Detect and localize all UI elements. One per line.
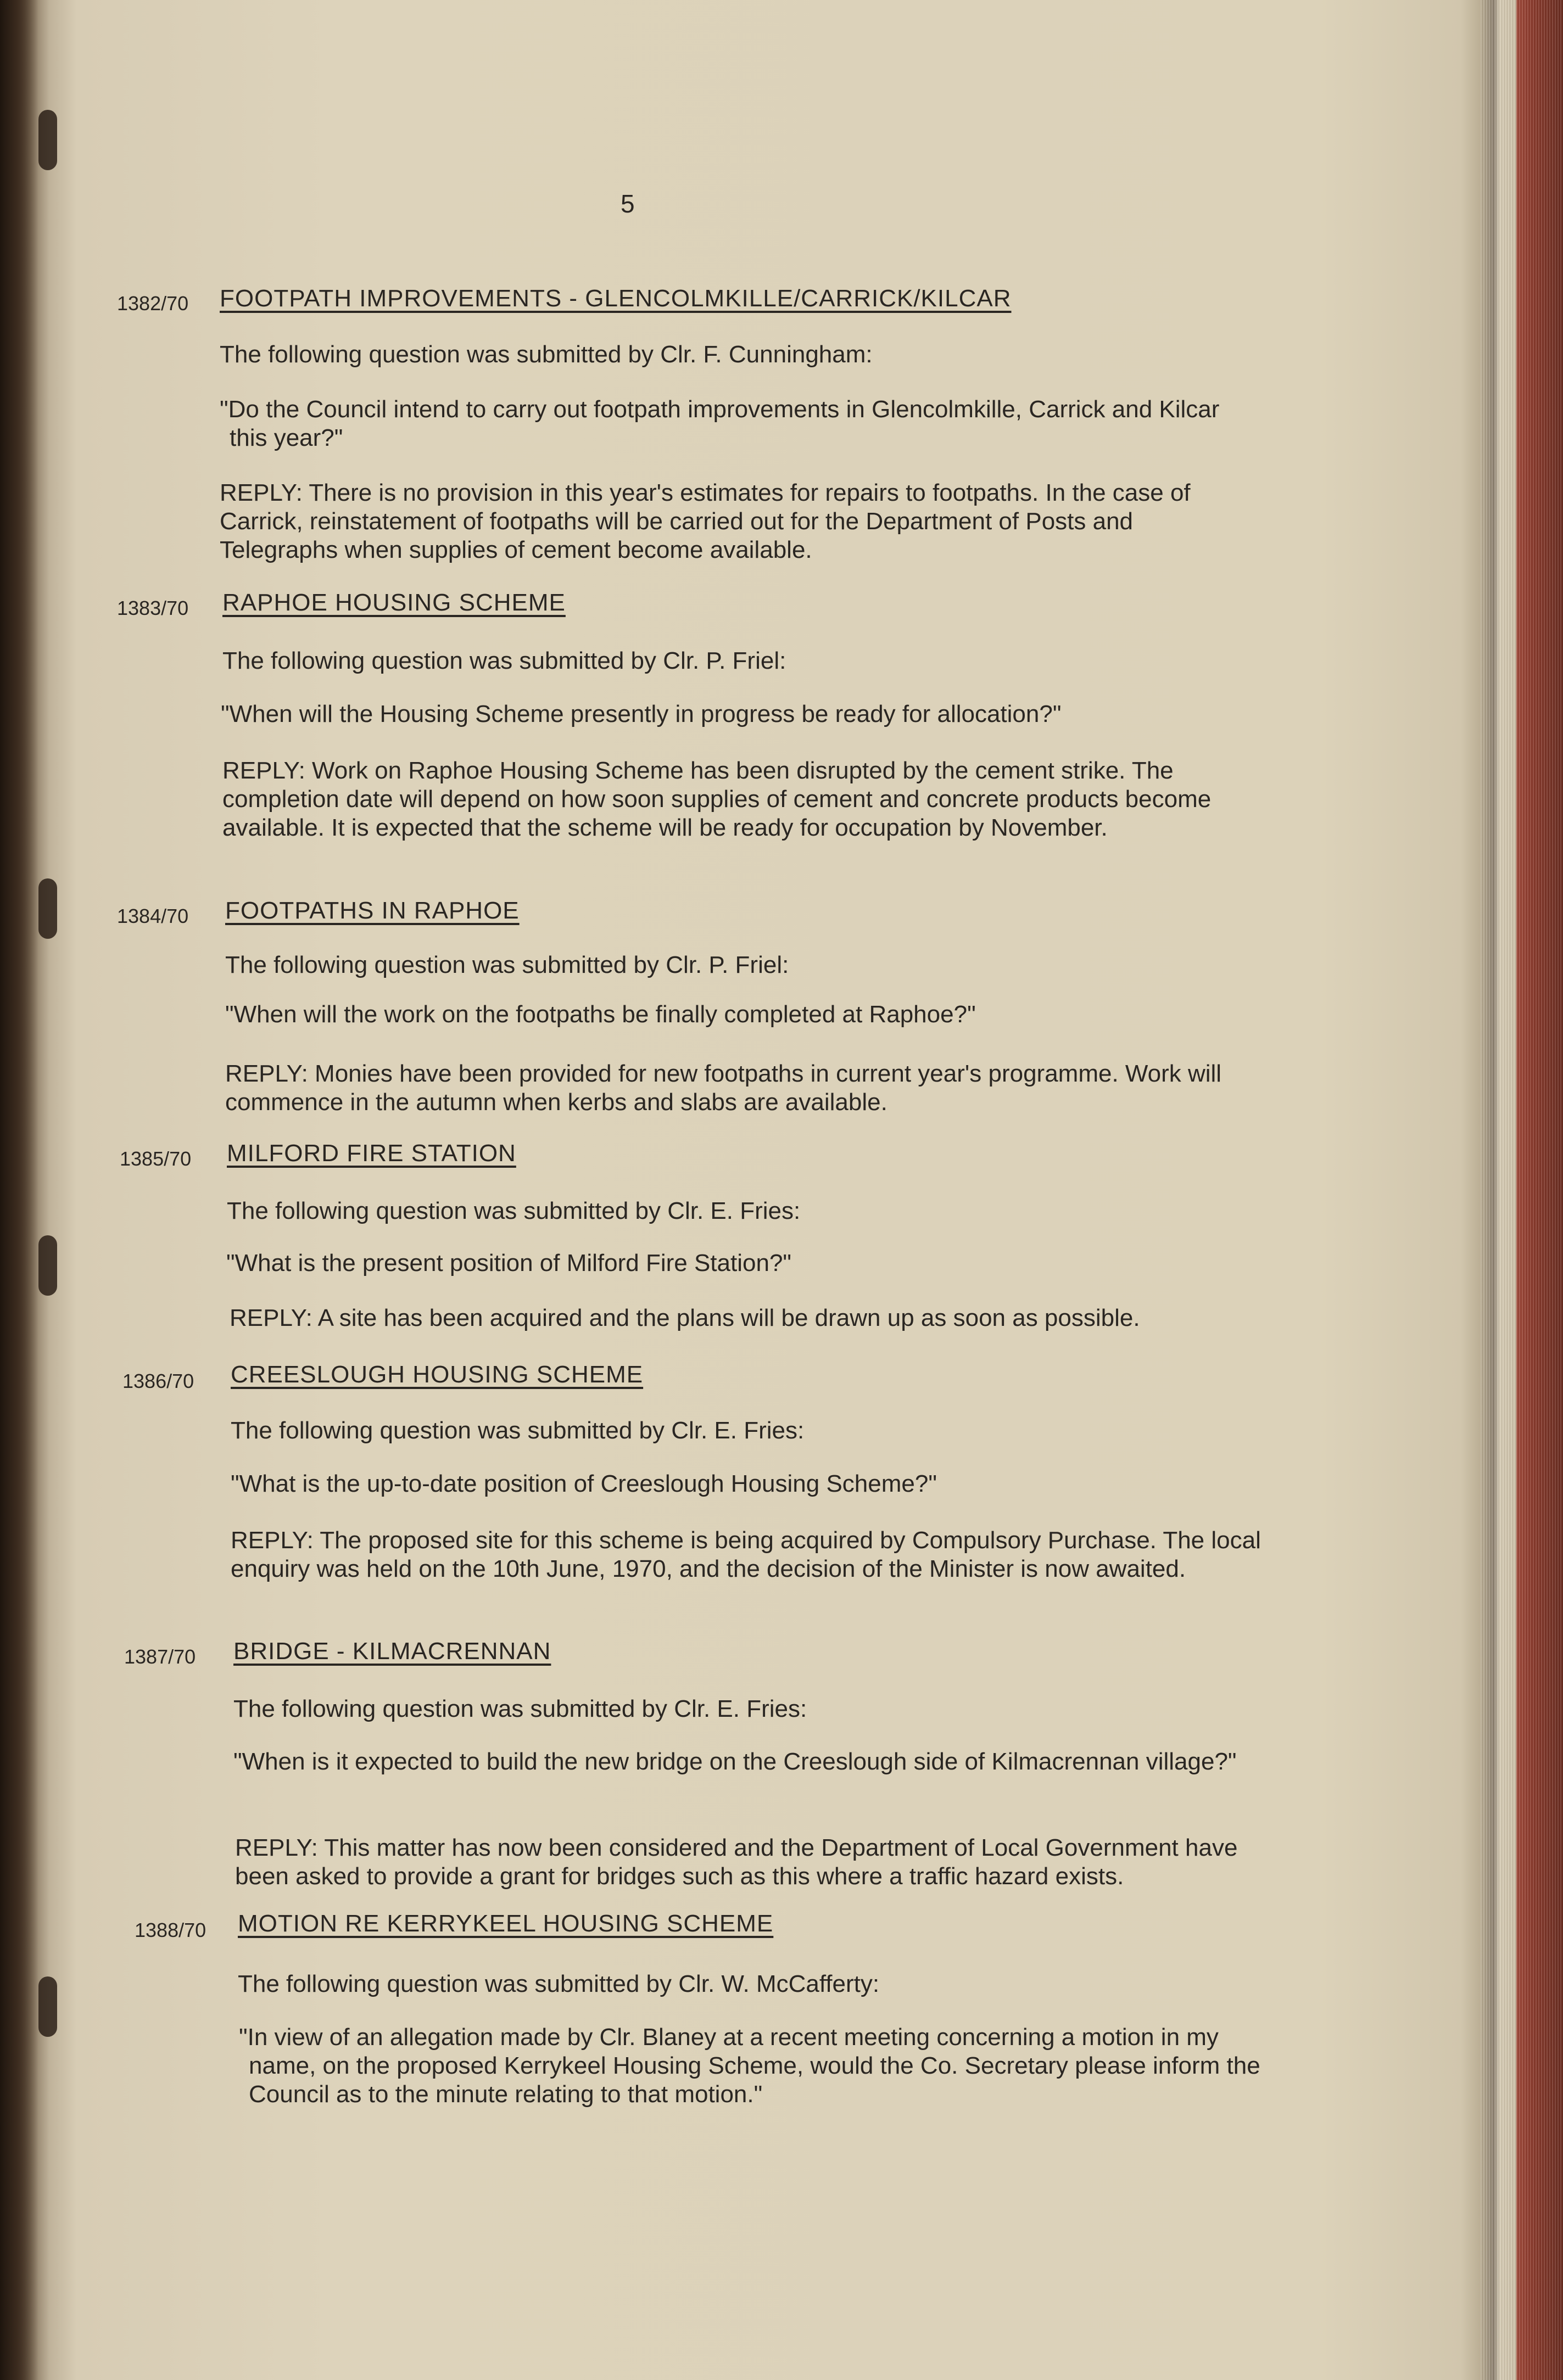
item-title: MOTION RE KERRYKEEL HOUSING SCHEME: [238, 1910, 774, 1937]
item-number: 1387/70: [124, 1645, 196, 1668]
item-intro: The following question was submitted by Clr. P. Friel:: [222, 647, 786, 674]
item-number: 1385/70: [120, 1147, 192, 1170]
page-number: 5: [621, 189, 635, 218]
item-reply: REPLY: Monies have been provided for new footpaths in current year's programme. Work will commence in the autumn when kerbs and slabs are available.: [225, 1060, 1222, 1116]
item-question: "When is it expected to build the new bridge on the Creeslough side of Kilmacrennan village?": [233, 1748, 1237, 1775]
item-reply: REPLY: A site has been acquired and the plans will be drawn up as soon as possible.: [230, 1304, 1140, 1331]
item-number: 1382/70: [117, 292, 189, 315]
item-intro: The following question was submitted by Clr. P. Friel:: [225, 951, 789, 978]
item-question: "When will the Housing Scheme presently in progress be ready for allocation?": [221, 701, 1062, 727]
item-question: "Do the Council intend to carry out footpath improvements in Glencolmkille, Carrick and Kilcar this year?": [220, 396, 1220, 451]
item-intro: The following question was submitted by Clr. F. Cunningham:: [220, 341, 873, 368]
item-reply: REPLY: There is no provision in this year's estimates for repairs to footpaths. In the case of Carrick, reinstatement of footpaths will be carried out for the Department of Posts and Telegraphs when supplies of cement become available.: [220, 479, 1191, 563]
item-number: 1388/70: [135, 1919, 206, 1941]
item-number: 1383/70: [117, 597, 189, 619]
item-title: MILFORD FIRE STATION: [227, 1140, 516, 1167]
item-intro: The following question was submitted by Clr. E. Fries:: [233, 1695, 807, 1722]
item-title: CREESLOUGH HOUSING SCHEME: [231, 1361, 644, 1388]
item-intro: The following question was submitted by Clr. E. Fries:: [227, 1197, 801, 1224]
item-number: 1386/70: [122, 1370, 194, 1392]
item-title: FOOTPATHS IN RAPHOE: [225, 897, 520, 924]
item-intro: The following question was submitted by Clr. E. Fries:: [231, 1417, 805, 1444]
item-question: "In view of an allegation made by Clr. Blaney at a recent meeting concerning a motion in my name, on the proposed Kerrykeel Housing Scheme, would the Co. Secretary please inform the Council as to the minute relating to that motion.": [239, 2024, 1260, 2108]
item-title: BRIDGE - KILMACRENNAN: [233, 1638, 551, 1665]
item-title: FOOTPATH IMPROVEMENTS - GLENCOLMKILLE/CARRICK/KILCAR: [220, 285, 1012, 312]
item-question: "What is the up-to-date position of Creeslough Housing Scheme?": [231, 1470, 937, 1497]
item-question: "What is the present position of Milford Fire Station?": [226, 1250, 792, 1276]
item-question: "When will the work on the footpaths be finally completed at Raphoe?": [225, 1001, 976, 1028]
item-reply: REPLY: Work on Raphoe Housing Scheme has been disrupted by the cement strike. The completion date will depend on how soon supplies of cement and concrete products become available. It is expected that the scheme will be ready for occupation by November.: [222, 757, 1212, 841]
item-title: RAPHOE HOUSING SCHEME: [222, 589, 566, 616]
item-reply: REPLY: The proposed site for this scheme is being acquired by Compulsory Purchase. The local enquiry was held on the 10th June, 1970, and the decision of the Minister is now awaited.: [231, 1527, 1261, 1582]
item-intro: The following question was submitted by Clr. W. McCafferty:: [238, 1970, 880, 1997]
item-reply: REPLY: This matter has now been considered and the Department of Local Government have been asked to provide a grant for bridges such as this where a traffic hazard exists.: [235, 1834, 1238, 1890]
item-number: 1384/70: [117, 905, 189, 927]
